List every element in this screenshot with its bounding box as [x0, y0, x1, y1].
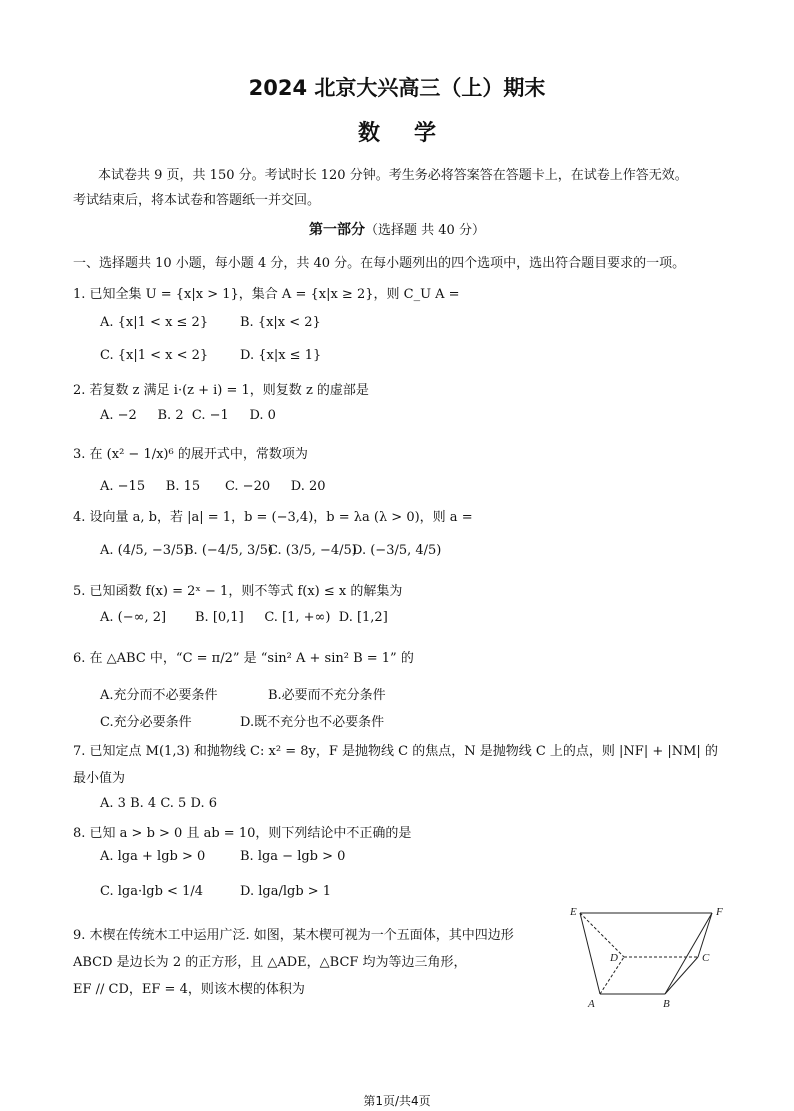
- question-7-option-b: B. 4: [130, 796, 157, 811]
- question-2-option-d: D. 0: [249, 408, 276, 423]
- question-7-option-a: A. 3: [100, 796, 126, 811]
- question-2-option-a: A. −2: [100, 408, 137, 423]
- question-8-option-a: A. lga + lgb > 0: [100, 849, 206, 864]
- section-intro: 一、选择题共 10 小题，每小题 4 分，共 40 分。在每小题列出的四个选项中，选出符合题目要求的一项。: [73, 256, 686, 271]
- question-7-stem-continued: 最小值为: [73, 771, 126, 786]
- question-6-stem: 6. 在 △ABC 中，“C = π/2” 是 “sin² A + sin² B = 1” 的: [73, 651, 414, 666]
- question-9-stem: 9. 木楔在传统木工中运用广泛. 如图，某木楔可视为一个五面体，其中四边形: [73, 928, 514, 943]
- question-3-stem: 3. 在 (x² − 1/x)⁶ 的展开式中，常数项为: [73, 447, 308, 462]
- edge-bc: [665, 957, 698, 994]
- label-d: D: [610, 952, 618, 964]
- edge-cf: [698, 913, 712, 957]
- question-6-option-c: C.充分必要条件: [100, 715, 192, 730]
- question-4-option-c: C. (3/5, −4/5): [268, 543, 357, 558]
- question-3-option-d: D. 20: [290, 479, 326, 494]
- part-heading: [0, 219, 794, 239]
- question-7-option-d: D. 6: [190, 796, 217, 811]
- question-3-option-a: A. −15: [100, 479, 146, 494]
- label-c: C: [702, 952, 710, 964]
- instruction-line-1: 本试卷共 9 页，共 150 分。考试时长 120 分钟。考生务必将答案答在答题卡上，在试卷上作答无效。: [98, 168, 688, 183]
- page-footer: 第1页/共4页: [363, 1094, 431, 1108]
- question-2-options: [100, 408, 276, 423]
- question-2-option-c: C. −1: [191, 408, 229, 423]
- question-2-stem: 2. 若复数 z 满足 i·(z + i) = 1，则复数 z 的虚部是: [73, 383, 369, 398]
- question-2-option-b: B. 2: [157, 408, 184, 423]
- question-4-option-d: D. (−3/5, 4/5): [352, 543, 442, 558]
- label-f: F: [716, 906, 723, 918]
- part-note: （选择题 共 40 分）: [365, 223, 485, 238]
- question-3-option-c: C. −20: [224, 479, 271, 494]
- question-1-option-a: A. {x|1 < x ≤ 2}: [100, 315, 209, 330]
- edge-ea: [580, 913, 600, 994]
- question-8-stem: 8. 已知 a > b > 0 且 ab = 10，则下列结论中不正确的是: [73, 826, 412, 841]
- edge-ed-hidden: [580, 913, 624, 957]
- question-1-option-b: B. {x|x < 2}: [240, 315, 321, 330]
- question-4-option-a: A. (4/5, −3/5): [100, 543, 189, 558]
- question-5-options: [100, 610, 388, 625]
- question-5-option-c: C. [1, +∞): [264, 610, 331, 625]
- question-5-stem: 5. 已知函数 f(x) = 2ˣ − 1，则不等式 f(x) ≤ x 的解集为: [73, 584, 403, 599]
- question-7-stem: 7. 已知定点 M(1,3) 和抛物线 C: x² = 8y，F 是抛物线 C 的焦点，N 是抛物线 C 上的点，则 |NF| + |NM| 的: [73, 744, 718, 759]
- question-9-stem-line-3: EF // CD，EF = 4，则该木楔的体积为: [73, 982, 305, 997]
- question-7-options: [100, 796, 217, 811]
- question-1-option-c: C. {x|1 < x < 2}: [100, 348, 209, 363]
- question-4-stem: 4. 设向量 a, b，若 |a| = 1，b = (−3,4)，b = λa (λ > 0)，则 a =: [73, 510, 473, 525]
- question-1-option-d: D. {x|x ≤ 1}: [240, 348, 322, 363]
- question-8-option-b: B. lga − lgb > 0: [240, 849, 346, 864]
- exam-title: 2024 北京大兴高三（上）期末: [248, 76, 546, 100]
- question-8-option-c: C. lga·lgb < 1/4: [100, 884, 203, 899]
- part-title: 第一部分: [309, 222, 366, 238]
- wedge-figure: [566, 903, 731, 1011]
- label-e: E: [570, 906, 577, 918]
- question-1-stem: 1. 已知全集 U = {x|x > 1}，集合 A = {x|x ≥ 2}，则 C_U A =: [73, 287, 460, 302]
- question-4-option-b: B. (−4/5, 3/5): [184, 543, 273, 558]
- subject-title: 数学: [357, 121, 470, 146]
- question-5-option-a: A. (−∞, 2]: [100, 610, 167, 625]
- instruction-line-2: 考试结束后，将本试卷和答题纸一并交回。: [73, 193, 321, 208]
- question-3-options: [100, 479, 326, 494]
- question-5-option-d: D. [1,2]: [338, 610, 388, 625]
- label-b: B: [663, 998, 670, 1010]
- question-6-option-a: A.充分而不必要条件: [100, 688, 218, 703]
- question-6-option-d: D.既不充分也不必要条件: [240, 715, 385, 730]
- question-6-option-b: B.必要而不充分条件: [268, 688, 386, 703]
- question-3-option-b: B. 15: [165, 479, 201, 494]
- question-7-option-c: C. 5: [160, 796, 187, 811]
- question-5-option-b: B. [0,1]: [195, 610, 244, 625]
- question-8-option-d: D. lga/lgb > 1: [240, 884, 332, 899]
- label-a: A: [588, 998, 595, 1010]
- question-9-stem-line-2: ABCD 是边长为 2 的正方形，且 △ADE，△BCF 均为等边三角形，: [73, 955, 467, 970]
